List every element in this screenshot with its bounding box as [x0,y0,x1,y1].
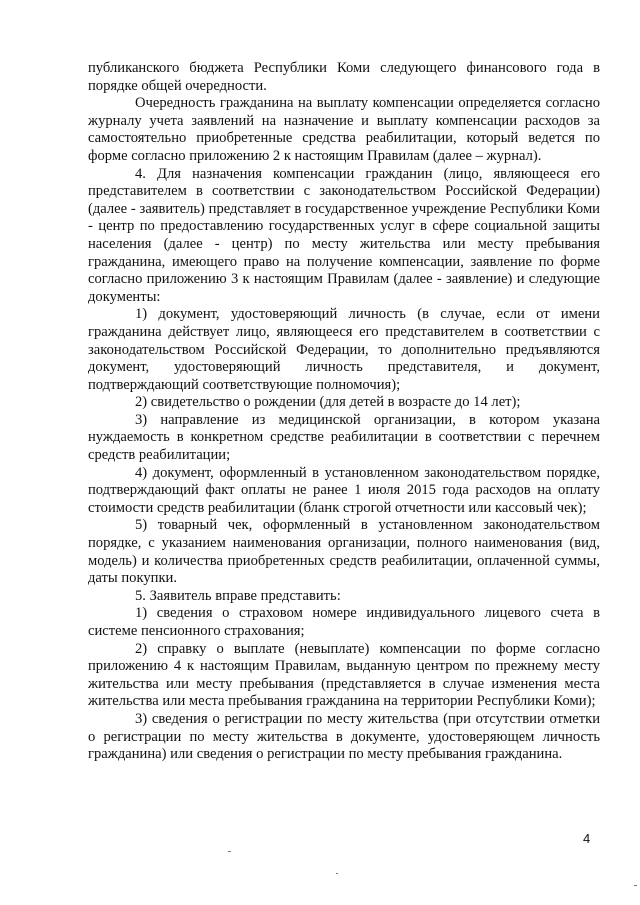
list-item-birth-certificate: 2) свидетельство о рождении (для детей в возрасте до 14 лет); [135,394,521,411]
list-item-sales-receipt: 5) товарный чек, оформленный в установленном законодательством порядке, с указанием наименования организации, полного наименования (вид, модель) и количества приобретенных средств реабилитации, оплаченной суммы, даты покупки. [88,517,600,587]
list-item-compensation-certificate: 2) справку о выплате (невыплате) компенсации по форме согласно приложению 4 к настоящим Правилам, выданную центром по прежнему месту жительства или месту пребывания (представляется в случае изменения места жительства или места пребывания гражданина на территории Республики Коми); [88,640,600,710]
page-number: 4 [583,831,591,846]
paragraph-queue-order: Очередность гражданина на выплату компенсации определяется согласно журналу учета заявлений на назначение и выплату компенсации расходов за самостоятельно приобретенные средства реабилитации, который ведется по форме согласно приложению 2 к настоящим Правилам (далее – журнал). [88,95,600,164]
scan-artifact [634,885,637,886]
paragraph-section-5: 5. Заявитель вправе представить: [135,587,341,604]
scan-artifact [228,851,231,852]
paragraph-section-4: 4. Для назначения компенсации гражданин (лицо, являющееся его представителем в соответствии с законодательством Российской Федерации) (далее - заявитель) представляет в государственное учреждение Республики Коми - центр по предоставлению государственных услуг в сфере социальной защиты населения (далее - центр) по месту жительства или месту пребывания гражданина, имеющего право на получение компенсации, заявление по форме согласно приложению 3 к настоящим Правилам (далее - заявление) и следующие документы: [88,165,600,305]
document-body [88,60,600,764]
list-item-payment-document: 4) документ, оформленный в установленном законодательством порядке, подтверждающий факт оплаты не ранее 1 июля 2015 года расходов на оплату стоимости средств реабилитации (бланк строгой отчетности или кассовый чек); [88,464,600,516]
list-item-registration-info: 3) сведения о регистрации по месту жительства (при отсутствии отметки о регистрации по месту жительства в документе, удостоверяющем личность гражданина) или сведения о регистрации по месту пребывания гражданина. [88,710,600,763]
scan-artifact [336,873,338,874]
list-item-identity-document: 1) документ, удостоверяющий личность (в случае, если от имени гражданина действует лицо, являющееся его представителем в соответствии с законодательством Российской Федерации, то дополнительно предъявляются документ, удостоверяющий личность представителя, и документ, подтверждающий соответствующие полномочия); [88,306,600,393]
paragraph-continuation: публиканского бюджета Республики Коми следующего финансового года в порядке общей очередности. [88,60,600,94]
list-item-insurance-number: 1) сведения о страховом номере индивидуального лицевого счета в системе пенсионного страхования; [88,605,600,639]
list-item-medical-referral: 3) направление из медицинской организации, в котором указана нуждаемость в конкретном средстве реабилитации в соответствии с перечнем средств реабилитации; [88,411,600,464]
